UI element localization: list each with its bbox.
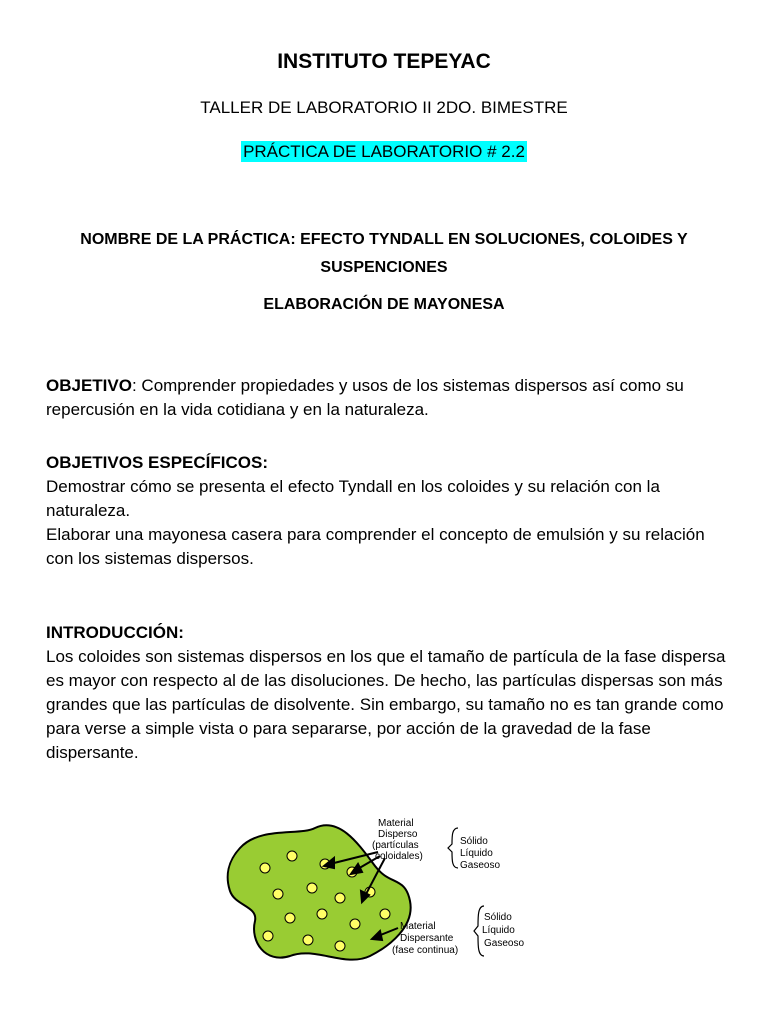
course-subtitle: TALLER DE LABORATORIO II 2DO. BIMESTRE <box>200 98 568 117</box>
dispersed-label-line: Material <box>378 818 414 829</box>
dispersant-label-line: (fase continua) <box>392 945 459 956</box>
specific-objective-2: Elaborar una mayonesa casera para comprender el concepto de emulsión y su relación con los sistemas dispersos. <box>46 525 705 568</box>
dispersed-states <box>460 836 500 871</box>
particle <box>285 913 295 923</box>
dispersant-label <box>392 921 458 956</box>
dispersant-states <box>482 912 524 949</box>
dispersant-label-line: Material <box>400 921 436 932</box>
practice-name: NOMBRE DE LA PRÁCTICA: EFECTO TYNDALL EN SOLUCIONES, COLOIDES Y SUSPENCIONES <box>80 231 688 276</box>
particle <box>350 919 360 929</box>
dispersed-label-line: (partículas <box>372 840 419 851</box>
colloid-diagram-svg <box>220 806 550 976</box>
practice-number-highlight: PRÁCTICA DE LABORATORIO # 2.2 <box>243 142 525 161</box>
dispersant-state: Gaseoso <box>484 938 525 949</box>
objective-text: : Comprender propiedades y usos de los sistemas dispersos así como su repercusión en la vida cotidiana y en la naturaleza. <box>46 376 684 419</box>
introduction-text: Los coloides son sistemas dispersos en los que el tamaño de partícula de la fase dispersa es mayor con respecto al de las disoluciones. De hecho, las partículas dispersas son más grandes que las partículas de disolvente. Sin embargo, su tamaño no es tan grande como para verse a simple vista o para separarse, por acción de la gravedad de la fase dispersante. <box>46 647 726 762</box>
particle <box>307 883 317 893</box>
objective-label: OBJETIVO <box>46 376 132 395</box>
dispersant-state: Sólido <box>484 912 512 923</box>
dispersed-label-line: Disperso <box>378 829 418 840</box>
elaboration-title: ELABORACIÓN DE MAYONESA <box>263 296 505 313</box>
dispersed-state: Líquido <box>460 848 493 859</box>
particle <box>335 941 345 951</box>
dispersant-label-line: Dispersante <box>400 933 454 944</box>
dispersed-label-line: coloidales) <box>375 851 423 862</box>
particle <box>317 909 327 919</box>
objective-section <box>46 374 736 422</box>
particle <box>263 931 273 941</box>
particle <box>273 889 283 899</box>
specific-objectives-section <box>46 451 736 571</box>
dispersed-state: Gaseoso <box>460 860 501 871</box>
specific-objective-1: Demostrar cómo se presenta el efecto Tyndall en los coloides y su relación con la naturaleza. <box>46 477 660 520</box>
introduction-label: INTRODUCCIÓN: <box>46 623 184 642</box>
particle <box>303 935 313 945</box>
dispersed-state: Sólido <box>460 836 488 847</box>
document-title: INSTITUTO TEPEYAC <box>277 50 491 73</box>
practice-number <box>0 142 768 162</box>
dispersant-state: Líquido <box>482 925 515 936</box>
particle <box>335 893 345 903</box>
introduction-section <box>46 621 736 765</box>
particle <box>287 851 297 861</box>
particle <box>380 909 390 919</box>
colloid-diagram <box>220 806 550 976</box>
specific-objectives-label: OBJETIVOS ESPECÍFICOS: <box>46 453 268 472</box>
dispersed-label <box>372 818 423 862</box>
particle <box>260 863 270 873</box>
dispersed-brace <box>448 828 458 868</box>
